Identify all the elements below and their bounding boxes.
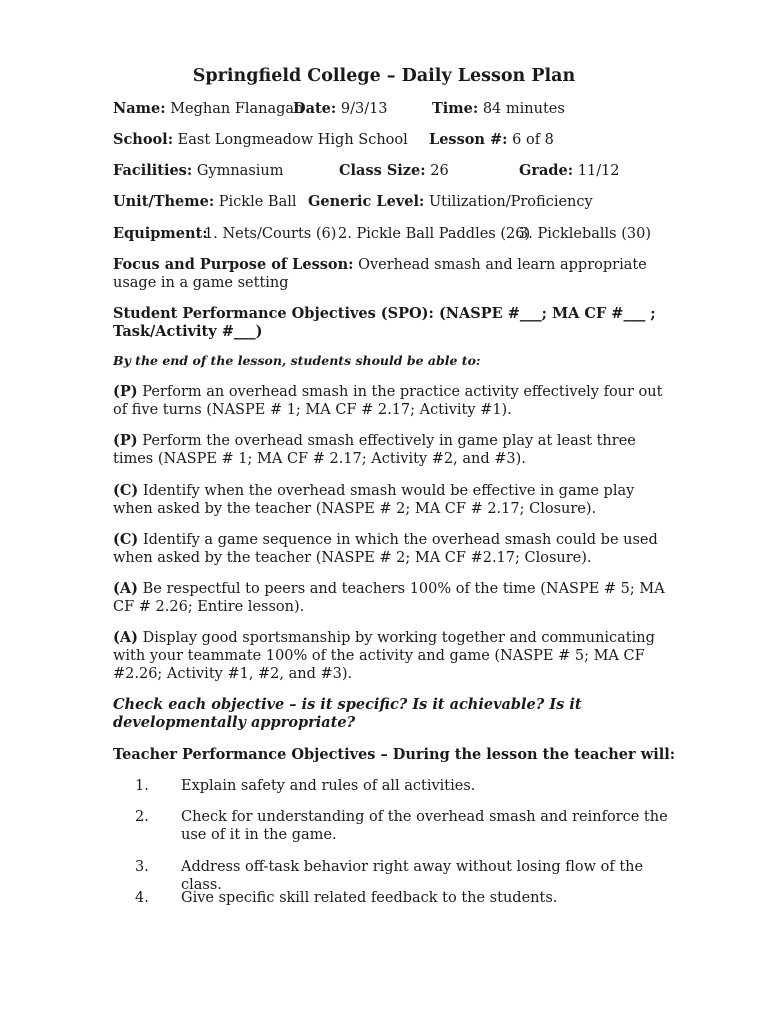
objective-item: (C) Identify when the overhead smash would be effective in game play when asked by the teacher (NASPE # 2; MA CF # 2.17; Closure). bbox=[113, 482, 635, 517]
unit-theme-field: Unit/Theme: Pickle Ball bbox=[113, 193, 297, 210]
check-objective-note: Check each objective – is it specific? Is it achievable? Is it developmentally appropriate? bbox=[113, 696, 582, 731]
facilities-field: Facilities: Gymnasium bbox=[113, 162, 284, 179]
tpo-heading: Teacher Performance Objectives – During the lesson the teacher will: bbox=[113, 746, 676, 763]
objective-item: (P) Perform an overhead smash in the practice activity effectively four out of five turns (NASPE # 1; MA CF # 2.17; Activity #1). bbox=[113, 383, 663, 418]
spo-intro: By the end of the lesson, students should be able to: bbox=[113, 353, 481, 368]
objective-item: (A) Be respectful to peers and teachers 100% of the time (NASPE # 5; MA CF # 2.26; Entire lesson). bbox=[113, 580, 665, 615]
equipment-item: 1. Nets/Courts (6) bbox=[204, 226, 337, 242]
name-field: Name: Meghan Flanagan bbox=[113, 100, 304, 117]
tpo-item-number: 3. bbox=[135, 859, 149, 875]
spo-heading-continued: Task/Activity #___) bbox=[113, 323, 263, 340]
grade-field: Grade: 11/12 bbox=[519, 162, 620, 179]
tpo-item-number: 1. bbox=[135, 778, 149, 794]
time-field: Time: 84 minutes bbox=[432, 100, 565, 117]
page-title: Springfield College – Daily Lesson Plan bbox=[192, 66, 576, 86]
generic-level-field: Generic Level: Utilization/Proficiency bbox=[308, 193, 593, 210]
objective-item: (C) Identify a game sequence in which the overhead smash could be used when asked by the teacher (NASPE # 2; MA CF #2.17; Closure). bbox=[113, 531, 658, 566]
equipment-item: 2. Pickle Ball Paddles (26) bbox=[338, 226, 531, 242]
date-field: Date: 9/3/13 bbox=[293, 100, 388, 117]
equipment-label: Equipment: bbox=[113, 225, 208, 242]
tpo-item-number: 4. bbox=[135, 890, 149, 906]
tpo-item: Explain safety and rules of all activities. bbox=[181, 778, 476, 794]
school-field: School: East Longmeadow High School bbox=[113, 131, 408, 148]
objective-item: (P) Perform the overhead smash effectively in game play at least three times (NASPE # 1; MA CF # 2.17; Activity #2, and #3). bbox=[113, 432, 636, 467]
tpo-item: Check for understanding of the overhead smash and reinforce the use of it in the game. bbox=[181, 809, 668, 843]
spo-heading: Student Performance Objectives (SPO): (NASPE #___; MA CF #___ ; bbox=[113, 305, 656, 322]
objective-item: (A) Display good sportsmanship by working together and communicating with your teammate 100% of the activity and game (NASPE # 5; MA CF #2.26; Activity #1, #2, and #3). bbox=[113, 629, 655, 682]
focus-purpose: Focus and Purpose of Lesson: Overhead smash and learn appropriate usage in a game setting bbox=[113, 256, 647, 291]
class-size-field: Class Size: 26 bbox=[339, 162, 449, 179]
tpo-item: Address off-task behavior right away without losing flow of the class. bbox=[181, 859, 644, 893]
tpo-item-number: 2. bbox=[135, 809, 149, 825]
equipment-item: 3. Pickleballs (30) bbox=[519, 226, 651, 242]
tpo-item: Give specific skill related feedback to the students. bbox=[181, 890, 558, 906]
lesson-number-field: Lesson #: 6 of 8 bbox=[429, 131, 554, 148]
